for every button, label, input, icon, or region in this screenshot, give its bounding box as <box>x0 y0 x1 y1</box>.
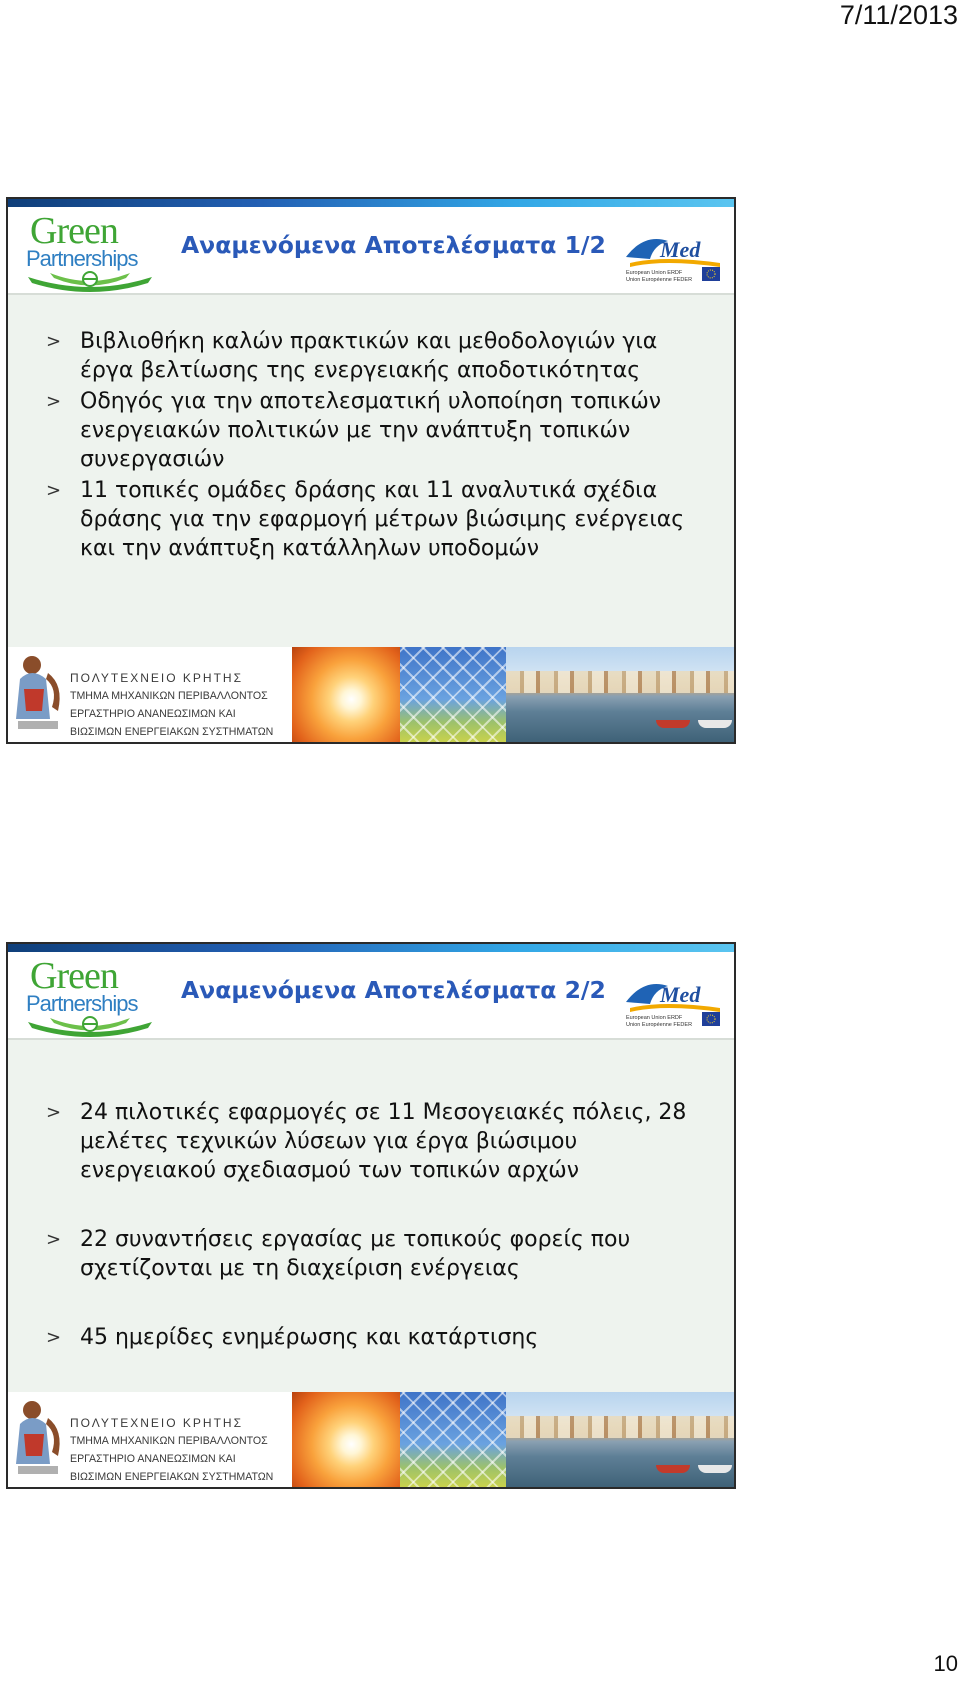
bullet-item <box>46 476 714 563</box>
bullet-marker-icon: > <box>46 331 62 352</box>
slide-body <box>8 297 734 649</box>
harbour-photo <box>506 1392 736 1487</box>
slide-1 <box>6 197 736 744</box>
med-programme-logo <box>624 227 722 285</box>
university-name: ΠΟΛΥΤΕΧΝΕΙΟ ΚΡΗΤΗΣ <box>70 1416 244 1430</box>
green-partnerships-logo <box>20 211 160 295</box>
slide-title: Αναμενόμενα Αποτελέσματα 1/2 <box>181 231 606 259</box>
med-word: Med <box>660 237 701 262</box>
harbour-buildings <box>506 1416 736 1438</box>
university-emblem-icon <box>12 1394 68 1484</box>
page-number: 10 <box>933 1651 958 1676</box>
university-name-block <box>70 1414 273 1486</box>
eu-feder-line: Union Européenne FEDER <box>626 277 693 283</box>
slide-header <box>8 952 734 1040</box>
med-programme-logo <box>624 972 722 1030</box>
department-name: ΤΜΗΜΑ ΜΗΧΑΝΙΚΩΝ ΠΕΡΙΒΑΛΛΟΝΤΟΣ <box>70 690 268 702</box>
slide-body <box>8 1042 734 1394</box>
harbour-photo <box>506 647 736 742</box>
slide-header <box>8 207 734 295</box>
eu-erdf-line: European Union ERDF <box>626 1015 683 1021</box>
logo-word-green: Green <box>30 955 118 997</box>
bullet-marker-icon: > <box>46 1102 62 1123</box>
boat <box>656 720 690 728</box>
handshake-wreath-icon <box>20 1012 160 1040</box>
department-name: ΤΜΗΜΑ ΜΗΧΑΝΙΚΩΝ ΠΕΡΙΒΑΛΛΟΝΤΟΣ <box>70 1435 268 1447</box>
bullet-marker-icon: > <box>46 1229 62 1250</box>
boat <box>698 1465 732 1473</box>
slide-footer-banner <box>8 1392 734 1487</box>
med-word: Med <box>660 982 701 1007</box>
lab-name-line2: ΒΙΩΣΙΜΩΝ ΕΝΕΡΓΕΙΑΚΩΝ ΣΥΣΤΗΜΑΤΩΝ <box>70 726 274 738</box>
bullet-marker-icon: > <box>46 480 62 501</box>
green-partnerships-logo <box>20 956 160 1040</box>
bullet-text: 22 συναντήσεις εργασίας με τοπικούς φορείς που σχετίζονται με τη διαχείριση ενέργειας <box>80 1227 631 1281</box>
page-date: 7/11/2013 <box>839 0 958 30</box>
slide-footer-banner <box>8 647 734 742</box>
university-name: ΠΟΛΥΤΕΧΝΕΙΟ ΚΡΗΤΗΣ <box>70 671 244 685</box>
slide-title: Αναμενόμενα Αποτελέσματα 2/2 <box>181 976 606 1004</box>
harbour-buildings <box>506 671 736 693</box>
university-emblem-icon <box>12 649 68 739</box>
slide-2 <box>6 942 736 1489</box>
bullet-text: 45 ημερίδες ενημέρωσης και κατάρτισης <box>80 1325 539 1350</box>
lab-name-line2: ΒΙΩΣΙΜΩΝ ΕΝΕΡΓΕΙΑΚΩΝ ΣΥΣΤΗΜΑΤΩΝ <box>70 1471 274 1483</box>
handshake-wreath-icon <box>20 267 160 295</box>
solar-grid-photo <box>400 1392 506 1487</box>
bullet-item <box>46 1323 714 1352</box>
university-block <box>8 647 292 742</box>
bullet-item <box>46 1098 714 1185</box>
slide-top-bar <box>8 199 734 207</box>
boat <box>698 720 732 728</box>
university-block <box>8 1392 292 1487</box>
solar-grid-photo <box>400 647 506 742</box>
lab-name-line1: ΕΡΓΑΣΤΗΡΙΟ ΑΝΑΝΕΩΣΙΜΩΝ ΚΑΙ <box>70 1453 236 1465</box>
slide-top-bar <box>8 944 734 952</box>
bullet-marker-icon: > <box>46 1327 62 1348</box>
logo-word-green: Green <box>30 210 118 252</box>
logo-word-partnerships: Partnerships <box>26 991 138 1016</box>
lab-name-line1: ΕΡΓΑΣΤΗΡΙΟ ΑΝΑΝΕΩΣΙΜΩΝ ΚΑΙ <box>70 708 236 720</box>
bullet-item <box>46 327 714 385</box>
bullet-text: 11 τοπικές ομάδες δράσης και 11 αναλυτικά σχέδια δράσης για την εφαρμογή μέτρων βιώσιμης ενέργειας και την ανάπτυξη κατάλληλων υποδομών <box>80 478 685 561</box>
sun-photo <box>292 1392 400 1487</box>
bullet-text: Βιβλιοθήκη καλών πρακτικών και μεθοδολογιών για έργα βελτίωσης της ενεργειακής αποδοτικότητας <box>80 329 658 383</box>
logo-word-partnerships: Partnerships <box>26 246 138 271</box>
bullet-marker-icon: > <box>46 391 62 412</box>
eu-erdf-line: European Union ERDF <box>626 270 683 276</box>
bullet-text: Οδηγός για την αποτελεσματική υλοποίηση τοπικών ενεργειακών πολιτικών με την ανάπτυξη τοπικών συνεργασιών <box>80 389 662 472</box>
boat <box>656 1465 690 1473</box>
sun-photo <box>292 647 400 742</box>
eu-feder-line: Union Européenne FEDER <box>626 1022 693 1028</box>
bullet-item <box>46 1225 714 1283</box>
bullet-item <box>46 387 714 474</box>
bullet-text: 24 πιλοτικές εφαρμογές σε 11 Μεσογειακές πόλεις, 28 μελέτες τεχνικών λύσεων για έργα βιώσιμου ενεργειακού σχεδιασμού των τοπικών αρχών <box>80 1100 687 1183</box>
university-name-block <box>70 669 273 741</box>
